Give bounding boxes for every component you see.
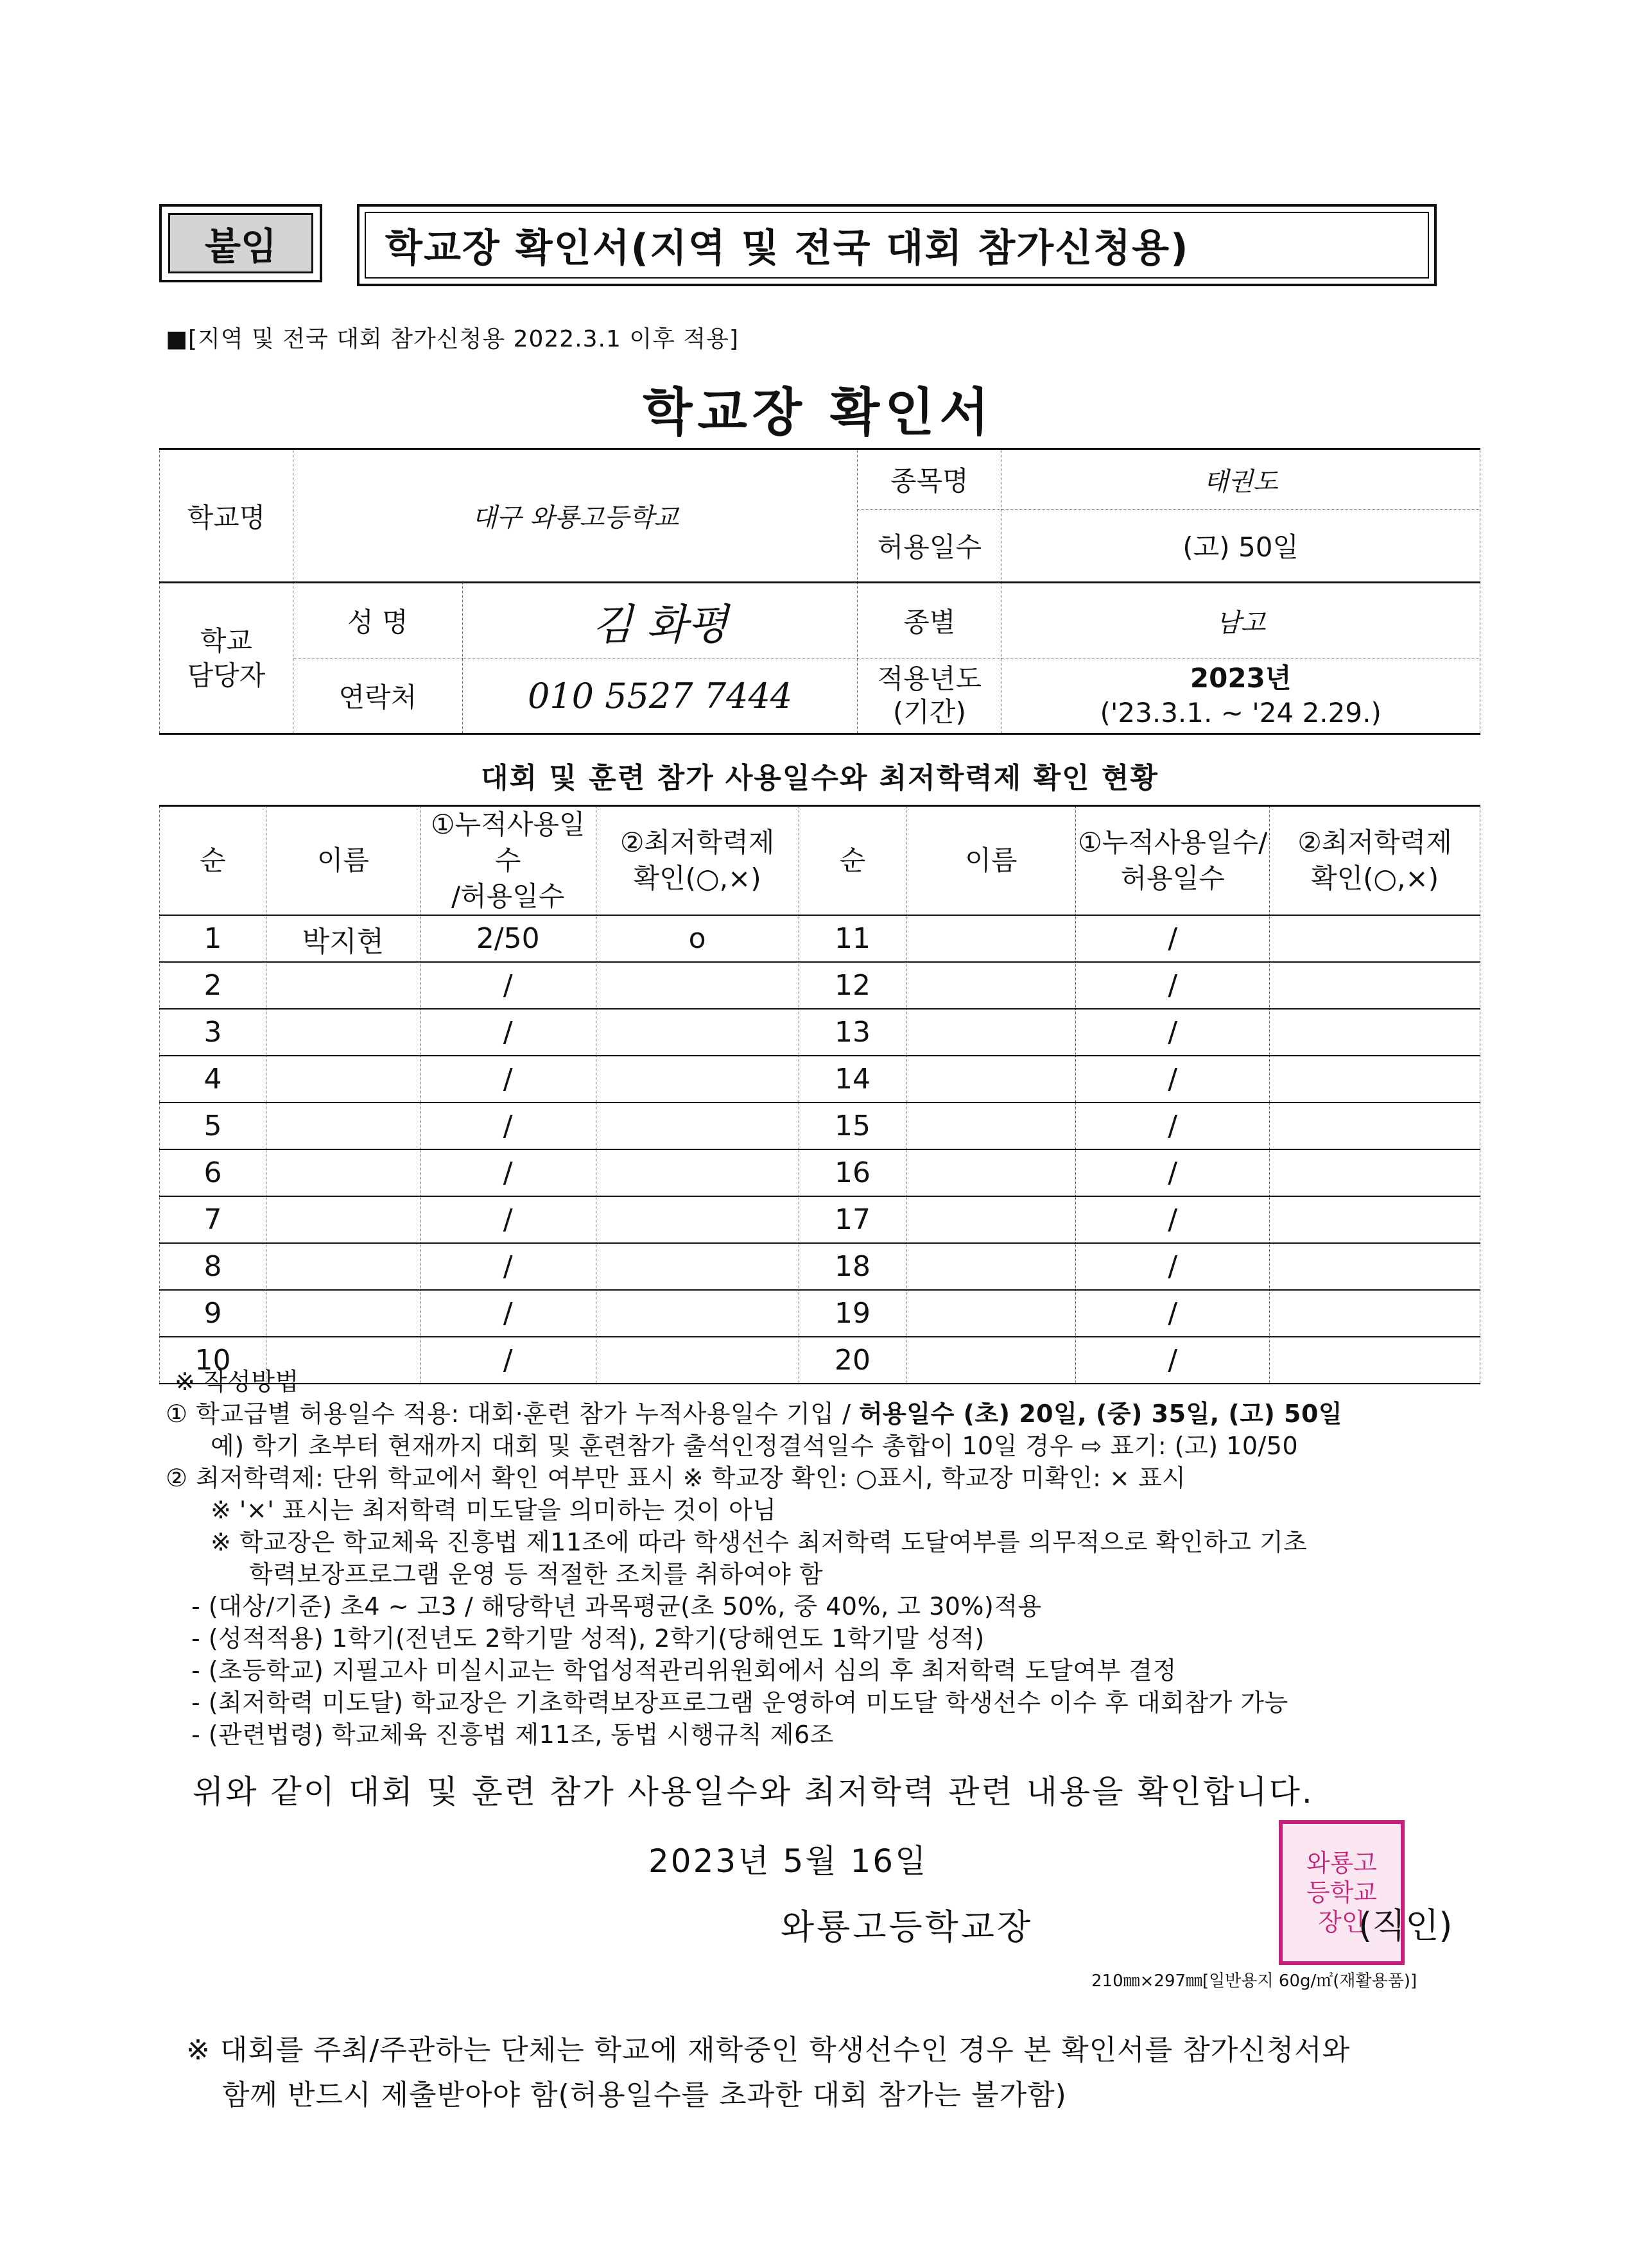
year-label bbox=[858, 658, 1001, 734]
acad-left-cell: o bbox=[596, 915, 799, 962]
detail-law: - (관련법령) 학교체육 진흥법 제11조, 동법 시행규칙 제6조 bbox=[191, 1721, 834, 1749]
col-acad-right-line1: ②최저학력제 bbox=[1297, 827, 1452, 858]
year-value-line1: 2023년 bbox=[1190, 662, 1292, 694]
col-used-left-line1: ①누적사용일수 bbox=[430, 809, 585, 876]
acad-right-cell bbox=[1270, 1149, 1480, 1196]
seq-right-cell: 17 bbox=[799, 1196, 906, 1243]
name-left-cell bbox=[266, 1196, 420, 1243]
table-row bbox=[160, 1243, 1480, 1290]
detail-target: - (대상/기준) 초4 ~ 고3 / 해당학년 과목평균(초 50%, 중 40%, 고 30%)적용 bbox=[191, 1592, 1042, 1620]
acad-left-cell bbox=[596, 1103, 799, 1149]
used-left-cell: / bbox=[420, 1149, 596, 1196]
confirmation-statement: 위와 같이 대회 및 훈련 참가 사용일수와 최저학력 관련 내용을 확인합니다. bbox=[193, 1773, 1314, 1810]
detail-below-minimum: - (최저학력 미도달) 학교장은 기초학력보장프로그램 운영하여 미도달 학생선수 이수 후 대회참가 가능 bbox=[191, 1688, 1288, 1717]
acad-right-cell bbox=[1270, 1290, 1480, 1337]
year-value-line2: ('23.3.1. ~ '24 2.29.) bbox=[1100, 697, 1381, 728]
acad-left-cell bbox=[596, 1196, 799, 1243]
acad-right-cell bbox=[1270, 915, 1480, 962]
col-used-right bbox=[1076, 806, 1270, 916]
acad-left-cell bbox=[596, 962, 799, 1009]
name-right-cell bbox=[906, 1056, 1076, 1103]
col-acad-right bbox=[1270, 806, 1480, 916]
seq-right-cell: 19 bbox=[799, 1290, 906, 1337]
acad-left-cell bbox=[596, 1290, 799, 1337]
seq-left-cell: 3 bbox=[160, 1009, 266, 1056]
name-label: 성 명 bbox=[293, 583, 462, 658]
footer-note bbox=[186, 2028, 1350, 2118]
acad-right-cell bbox=[1270, 1009, 1480, 1056]
instruction-1-text: ① 학교급별 허용일수 적용: 대회·훈련 참가 누적사용일수 기입 / bbox=[166, 1400, 859, 1428]
used-right-cell: / bbox=[1076, 1056, 1270, 1103]
contact-value: 010 5527 7444 bbox=[462, 658, 858, 734]
used-left-cell: / bbox=[420, 1196, 596, 1243]
name-right-cell bbox=[906, 1290, 1076, 1337]
name-right-cell bbox=[906, 1149, 1076, 1196]
acad-right-cell bbox=[1270, 1243, 1480, 1290]
allowed-days-label: 허용일수 bbox=[858, 510, 1001, 583]
col-name-right: 이름 bbox=[906, 806, 1076, 916]
year-value bbox=[1001, 658, 1480, 734]
instructions-heading: ※ 작성방법 bbox=[175, 1368, 299, 1396]
used-left-cell: / bbox=[420, 1290, 596, 1337]
col-acad-left-line1: ②최저학력제 bbox=[619, 827, 775, 858]
contact-label: 연락처 bbox=[293, 658, 462, 734]
table-row bbox=[160, 1196, 1480, 1243]
seq-left-cell: 6 bbox=[160, 1149, 266, 1196]
seq-right-cell: 16 bbox=[799, 1149, 906, 1196]
name-right-cell bbox=[906, 1196, 1076, 1243]
acad-right-cell bbox=[1270, 962, 1480, 1009]
col-acad-left bbox=[596, 806, 799, 916]
sport-label: 종목명 bbox=[858, 449, 1001, 510]
allowed-days-value: (고) 50일 bbox=[1001, 510, 1480, 583]
col-seq-left: 순 bbox=[160, 806, 266, 916]
seq-left-cell: 9 bbox=[160, 1290, 266, 1337]
usage-table bbox=[159, 805, 1480, 1384]
instruction-4-cont: 학력보장프로그램 운영 등 적절한 조치를 취하여야 함 bbox=[249, 1560, 824, 1588]
footer-line-1: ※ 대회를 주최/주관하는 단체는 학교에 재학중인 학생선수인 경우 본 확인서를 참가신청서와 bbox=[186, 2034, 1351, 2066]
detail-grades: - (성적적용) 1학기(전년도 2학기말 성적), 2학기(당해연도 1학기말 성적) bbox=[191, 1624, 985, 1653]
acad-left-cell bbox=[596, 1243, 799, 1290]
document-title: 학교장 확인서 bbox=[643, 382, 994, 442]
school-name-label: 학교명 bbox=[160, 449, 293, 583]
seq-right-cell: 18 bbox=[799, 1243, 906, 1290]
used-left-cell: 2/50 bbox=[420, 915, 596, 962]
acad-left-cell bbox=[596, 1056, 799, 1103]
year-label-line1: 적용년도 bbox=[877, 663, 982, 694]
detail-elementary: - (초등학교) 지필고사 미실시교는 학업성적관리위원회에서 심의 후 최저학력 도달여부 결정 bbox=[191, 1656, 1177, 1685]
used-right-cell: / bbox=[1076, 1009, 1270, 1056]
sport-value: 태권도 bbox=[1001, 449, 1480, 510]
form-title-box bbox=[357, 204, 1437, 286]
used-left-cell: / bbox=[420, 1243, 596, 1290]
manager-signature: 김 화평 bbox=[462, 583, 858, 658]
paper-spec: 210㎜×297㎜[일반용지 60g/㎡(재활용품)] bbox=[1091, 1972, 1417, 1991]
seal-text: 와룡고등학교장인 bbox=[1306, 1849, 1378, 1936]
manager-label bbox=[160, 583, 293, 734]
used-left-cell: / bbox=[420, 1056, 596, 1103]
used-right-cell: / bbox=[1076, 1243, 1270, 1290]
seq-left-cell: 2 bbox=[160, 962, 266, 1009]
used-left-cell: / bbox=[420, 1009, 596, 1056]
col-used-right-line1: ①누적사용일수/ bbox=[1078, 827, 1268, 858]
seq-right-cell: 14 bbox=[799, 1056, 906, 1103]
instruction-1-bold: 허용일수 (초) 20일, (중) 35일, (고) 50일 bbox=[858, 1400, 1343, 1428]
form-title: 학교장 확인서(지역 및 전국 대회 참가신청용) bbox=[385, 226, 1190, 271]
instruction-4: ※ 학교장은 학교체육 진흥법 제11조에 따라 학생선수 최저학력 도달여부를 의무적으로 확인하고 기초 bbox=[211, 1528, 1308, 1556]
used-right-cell: / bbox=[1076, 1290, 1270, 1337]
seq-left-cell: 7 bbox=[160, 1196, 266, 1243]
name-left-cell bbox=[266, 1056, 420, 1103]
seq-left-cell: 4 bbox=[160, 1056, 266, 1103]
table-row bbox=[160, 1009, 1480, 1056]
table-row bbox=[160, 915, 1480, 962]
school-name-value: 대구 와룡고등학교 bbox=[293, 449, 858, 583]
name-left-cell: 박지현 bbox=[266, 915, 420, 962]
seq-left-cell: 10 bbox=[160, 1337, 266, 1384]
footer-line-2: 함께 반드시 제출받아야 함(허용일수를 초과한 대회 참가는 불가함) bbox=[222, 2079, 1067, 2111]
table-row bbox=[160, 1149, 1480, 1196]
seq-right-cell: 13 bbox=[799, 1009, 906, 1056]
used-right-cell: / bbox=[1076, 1337, 1270, 1384]
name-left-cell bbox=[266, 962, 420, 1009]
manager-label-line1: 학교 bbox=[200, 624, 253, 657]
used-right-cell: / bbox=[1076, 1149, 1270, 1196]
seq-right-cell: 15 bbox=[799, 1103, 906, 1149]
table-row bbox=[160, 1056, 1480, 1103]
name-right-cell bbox=[906, 962, 1076, 1009]
instruction-1-example: 예) 학기 초부터 현재까지 대회 및 훈련참가 출석인정결석일수 총합이 10일 경우 ⇨ 표기: (고) 10/50 bbox=[211, 1432, 1299, 1460]
col-used-left bbox=[420, 806, 596, 916]
col-acad-left-line2: 확인(○,×) bbox=[633, 863, 761, 894]
name-right-cell bbox=[906, 1243, 1076, 1290]
attachment-tag-label: 붙임 bbox=[168, 213, 313, 273]
used-right-cell: / bbox=[1076, 1196, 1270, 1243]
seq-right-cell: 12 bbox=[799, 962, 906, 1009]
name-left-cell bbox=[266, 1290, 420, 1337]
issue-date: 2023년 5월 16일 bbox=[648, 1843, 928, 1880]
used-right-cell: / bbox=[1076, 962, 1270, 1009]
instruction-1 bbox=[166, 1398, 1501, 1430]
gender-value: 남고 bbox=[1001, 583, 1480, 658]
col-used-right-line2: 허용일수 bbox=[1120, 863, 1225, 894]
manager-label-line2: 담당자 bbox=[187, 659, 266, 691]
used-right-cell: / bbox=[1076, 915, 1270, 962]
name-left-cell bbox=[266, 1009, 420, 1056]
table-row bbox=[160, 1103, 1480, 1149]
seq-left-cell: 1 bbox=[160, 915, 266, 962]
school-info-table bbox=[159, 448, 1480, 735]
acad-left-cell bbox=[596, 1009, 799, 1056]
instruction-3: ※ '×' 표시는 최저학력 미도달을 의미하는 것이 아님 bbox=[211, 1496, 777, 1524]
acad-left-cell bbox=[596, 1149, 799, 1196]
seq-left-cell: 8 bbox=[160, 1243, 266, 1290]
seq-left-cell: 5 bbox=[160, 1103, 266, 1149]
col-name-left: 이름 bbox=[266, 806, 420, 916]
used-left-cell: / bbox=[420, 1103, 596, 1149]
acad-right-cell bbox=[1270, 1196, 1480, 1243]
name-left-cell bbox=[266, 1149, 420, 1196]
name-left-cell bbox=[266, 1103, 420, 1149]
name-right-cell bbox=[906, 1009, 1076, 1056]
applicability-note: ■[지역 및 전국 대회 참가신청용 2022.3.1 이후 적용] bbox=[166, 326, 739, 352]
name-left-cell bbox=[266, 1243, 420, 1290]
name-right-cell bbox=[906, 915, 1076, 962]
used-left-cell: / bbox=[420, 962, 596, 1009]
acad-right-cell bbox=[1270, 1056, 1480, 1103]
principal-title: 와룡고등학교장 bbox=[781, 1907, 1034, 1947]
col-seq-right: 순 bbox=[799, 806, 906, 916]
instruction-2: ② 최저학력제: 단위 학교에서 확인 여부만 표시 ※ 학교장 확인: ○표시, 학교장 미확인: × 표시 bbox=[166, 1464, 1186, 1492]
gender-label: 종별 bbox=[858, 583, 1001, 658]
seq-right-cell: 11 bbox=[799, 915, 906, 962]
name-right-cell bbox=[906, 1103, 1076, 1149]
used-right-cell: / bbox=[1076, 1103, 1270, 1149]
col-used-left-line2: /허용일수 bbox=[451, 881, 565, 912]
acad-right-cell bbox=[1270, 1103, 1480, 1149]
year-label-line2: (기간) bbox=[892, 696, 966, 728]
seal-label: (직인) bbox=[1358, 1905, 1453, 1946]
used-left-cell: / bbox=[420, 1337, 596, 1384]
col-acad-right-line2: 확인(○,×) bbox=[1311, 863, 1439, 894]
section-title: 대회 및 훈련 참가 사용일수와 최저학력제 확인 현황 bbox=[481, 762, 1159, 795]
table-row bbox=[160, 962, 1480, 1009]
table-row bbox=[160, 1290, 1480, 1337]
attachment-tag bbox=[159, 204, 322, 282]
instructions bbox=[166, 1366, 1501, 1751]
seq-right-cell: 20 bbox=[799, 1337, 906, 1384]
